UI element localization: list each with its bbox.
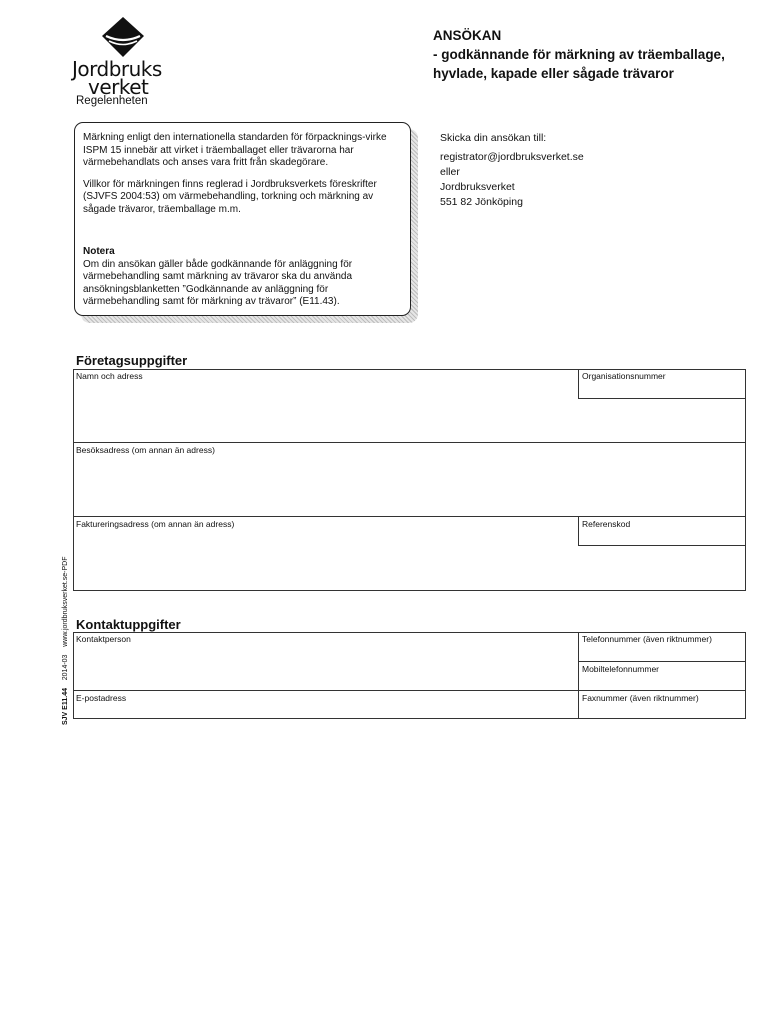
name-address-label: Namn och adress <box>76 371 143 381</box>
logo-wordmark <box>72 57 182 99</box>
jordbruksverket-logo-icon <box>100 16 146 58</box>
send-heading: Skicka din ansökan till: <box>440 132 547 144</box>
contact-person-label: Kontaktperson <box>76 634 131 644</box>
name-address-field[interactable] <box>73 369 578 443</box>
fax-field[interactable] <box>578 690 746 719</box>
contact-section-title: Kontaktuppgifter <box>76 617 181 632</box>
mobile-field[interactable] <box>578 661 746 691</box>
reference-label: Referenskod <box>582 519 631 529</box>
org-number-field[interactable] <box>578 369 746 399</box>
notera-text: Om din ansökan gäller både godkännande för anläggning för värmebehandling samt märkning av trävaror ska du använda ansökningsblanketten ”Godkännande av anläggning för värmebehandling samt för märkning av trävaror” (E11.43). <box>83 258 353 307</box>
fax-label: Faxnummer (även riktnummer) <box>582 693 699 703</box>
jordbruksverket-logo <box>72 16 182 99</box>
send-org: Jordbruksverket <box>440 181 515 193</box>
contact-person-field[interactable] <box>73 632 578 690</box>
title-line1: ANSÖKAN <box>433 28 502 43</box>
invoice-address-label: Faktureringsadress (om annan än adress) <box>76 519 235 529</box>
phone-label: Telefonnummer (även riktnummer) <box>582 634 712 644</box>
send-address: 551 82 Jönköping <box>440 196 523 208</box>
invoice-address-field[interactable] <box>73 516 578 591</box>
form-url: www.jordbruksverket.se-PDF <box>62 556 69 647</box>
logo-name-line2: verket <box>88 75 149 99</box>
email-label: E-postadress <box>76 693 127 703</box>
title-line2: - godkännande för märkning av träemballage, <box>433 47 725 62</box>
visit-address-field[interactable] <box>73 442 746 516</box>
form-code: SJV E11.44 <box>62 688 69 725</box>
page-title <box>433 26 725 83</box>
logo-name-line1: Jordbruks <box>72 57 162 81</box>
company-section-title: Företagsuppgifter <box>76 353 188 368</box>
send-email: registrator@jordbruksverket.se <box>440 151 584 163</box>
email-field[interactable] <box>73 690 578 719</box>
org-number-label: Organisationsnummer <box>582 371 666 381</box>
form-id-sideline <box>62 557 69 726</box>
visit-address-label: Besöksadress (om annan än adress) <box>76 445 215 455</box>
contact-form <box>73 632 746 719</box>
notera-heading: Notera <box>83 246 115 257</box>
info-paragraph-2: Villkor för märkningen finns reglerad i Jordbruksverkets föreskrifter (SJVFS 2004:53) om värmebehandling, torkning och märkning av sågade trävaror, träemballage m.m. <box>83 178 377 215</box>
send-or: eller <box>440 166 460 178</box>
company-form <box>73 369 746 591</box>
info-box <box>74 122 411 316</box>
unit-name: Regelenheten <box>76 95 148 107</box>
form-date: 2014-03 <box>62 654 69 681</box>
title-line3: hyvlade, kapade eller sågade trävaror <box>433 66 674 81</box>
reference-field[interactable] <box>578 516 746 546</box>
info-paragraph-1: Märkning enligt den internationella standarden för förpacknings-virke ISPM 15 innebär att virket i träemballaget eller trävarorna har värmebehandlats och anses vara fritt från skadegörare. <box>83 132 387 168</box>
phone-field[interactable] <box>578 632 746 662</box>
send-to-block <box>440 131 584 210</box>
mobile-label: Mobiltelefonnummer <box>582 664 660 674</box>
